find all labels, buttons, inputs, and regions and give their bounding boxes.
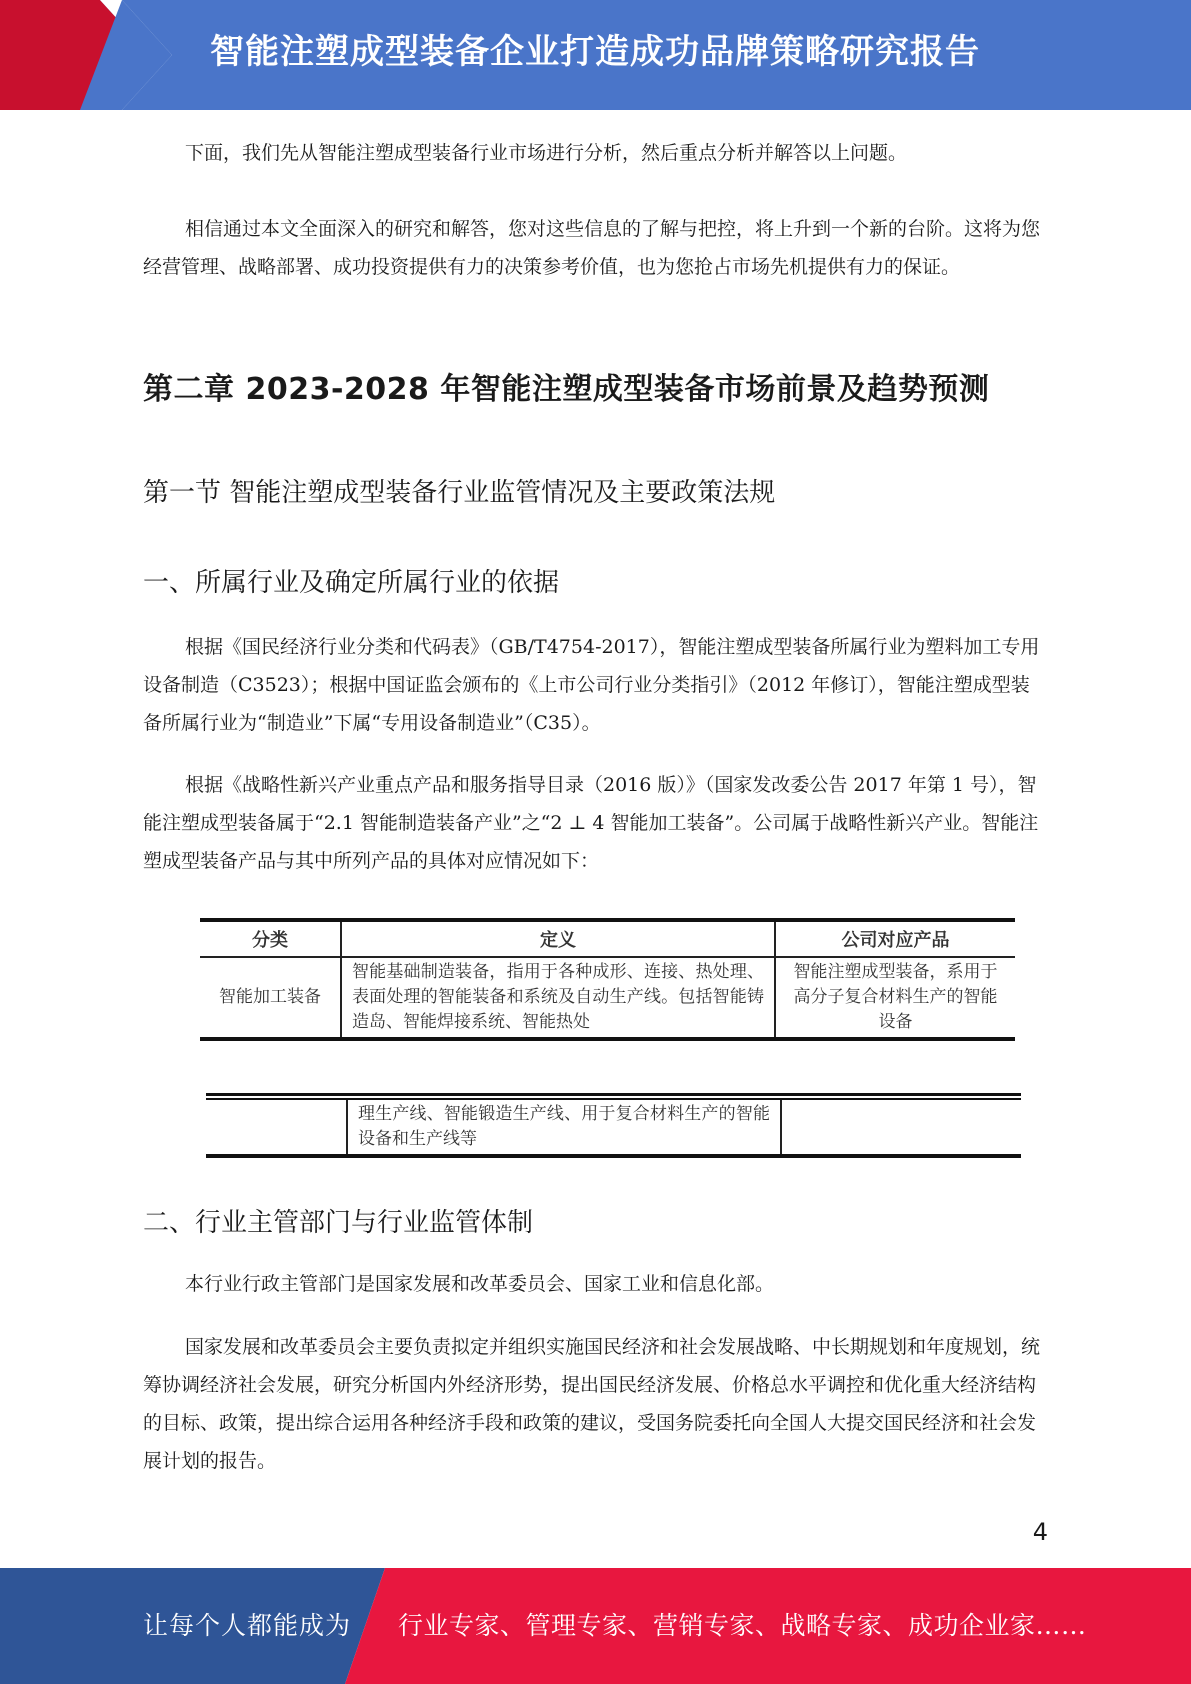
- table-row: [206, 1100, 1021, 1156]
- subsection-1-paragraph-1: 根据《国民经济行业分类和代码表》（GB/T4754-2017），智能注塑成型装备所属行业为塑料加工专用设备制造（C3523）；根据中国证监会颁布的《上市公司行业分类指引》（2012 年修订），智能注塑成型装备所属行业为“制造业”下属“专用设备制造业”（C35）。: [143, 636, 1040, 734]
- table-continuation-top-rule: [206, 1093, 1021, 1100]
- table-cell-product: [781, 1100, 1021, 1156]
- section-title: 第一节 智能注塑成型装备行业监管情况及主要政策法规: [143, 478, 776, 508]
- footer-slogan-left: 让每个人都能成为: [143, 1611, 352, 1640]
- chapter-title: 第二章 2023-2028 年智能注塑成型装备市场前景及趋势预测: [143, 372, 990, 407]
- intro-paragraph-1: 下面，我们先从智能注塑成型装备行业市场进行分析，然后重点分析并解答以上问题。: [185, 142, 908, 164]
- table-header-product: 公司对应产品: [775, 920, 1015, 957]
- table-row: [200, 957, 1015, 1039]
- industry-classification-table-continued: [206, 1100, 1021, 1158]
- subsection-1-title: 一、所属行业及确定所属行业的依据: [143, 568, 560, 598]
- table-cell-category: [206, 1100, 347, 1156]
- subsection-2-title: 二、行业主管部门与行业监管体制: [143, 1208, 534, 1238]
- report-title: 智能注塑成型装备企业打造成功品牌策略研究报告: [210, 32, 980, 72]
- footer-slogan-right: 行业专家、管理专家、营销专家、战略专家、成功企业家……: [398, 1611, 1087, 1640]
- table-header-definition: 定义: [341, 920, 775, 957]
- subsection-1-paragraph-2: 根据《战略性新兴产业重点产品和服务指导目录（2016 版）》（国家发改委公告 2017 年第 1 号），智能注塑成型装备属于“2.1 智能制造装备产业”之“2 ⊥ 4 智能加工装备”。公司属于战略性新兴产业。智能注塑成型装备产品与其中所列产品的具体对应情况如下：: [143, 774, 1039, 872]
- table-cell-definition: 智能基础制造装备，指用于各种成形、连接、热处理、表面处理的智能装备和系统及自动生产线。包括智能铸造岛、智能焊接系统、智能热处: [341, 957, 775, 1039]
- page-footer: [0, 1568, 1191, 1684]
- intro-paragraph-2: 相信通过本文全面深入的研究和解答，您对这些信息的了解与把控，将上升到一个新的台阶。这将为您经营管理、战略部署、成功投资提供有力的决策参考价值，也为您抢占市场先机提供有力的保证。: [143, 218, 1041, 278]
- table-cell-product: 智能注塑成型装备，系用于高分子复合材料生产的智能设备: [775, 957, 1015, 1039]
- subsection-2-paragraph-1: 本行业行政主管部门是国家发展和改革委员会、国家工业和信息化部。: [185, 1273, 775, 1295]
- table-header-row: [200, 920, 1015, 957]
- industry-classification-table: [200, 918, 1015, 1041]
- page-number: 4: [1032, 1518, 1048, 1546]
- table-cell-category: 智能加工装备: [219, 987, 321, 1007]
- table-cell-definition: 理生产线、智能锻造生产线、用于复合材料生产的智能设备和生产线等: [347, 1100, 781, 1156]
- table-header-category: 分类: [200, 920, 341, 957]
- subsection-2-paragraph-2: 国家发展和改革委员会主要负责拟定并组织实施国民经济和社会发展战略、中长期规划和年度规划，统筹协调经济社会发展，研究分析国内外经济形势，提出国民经济发展、价格总水平调控和优化重大经济结构的目标、政策，提出综合运用各种经济手段和政策的建议，受国务院委托向全国人大提交国民经济和社会发展计划的报告。: [143, 1336, 1041, 1472]
- page-header: [0, 0, 1191, 110]
